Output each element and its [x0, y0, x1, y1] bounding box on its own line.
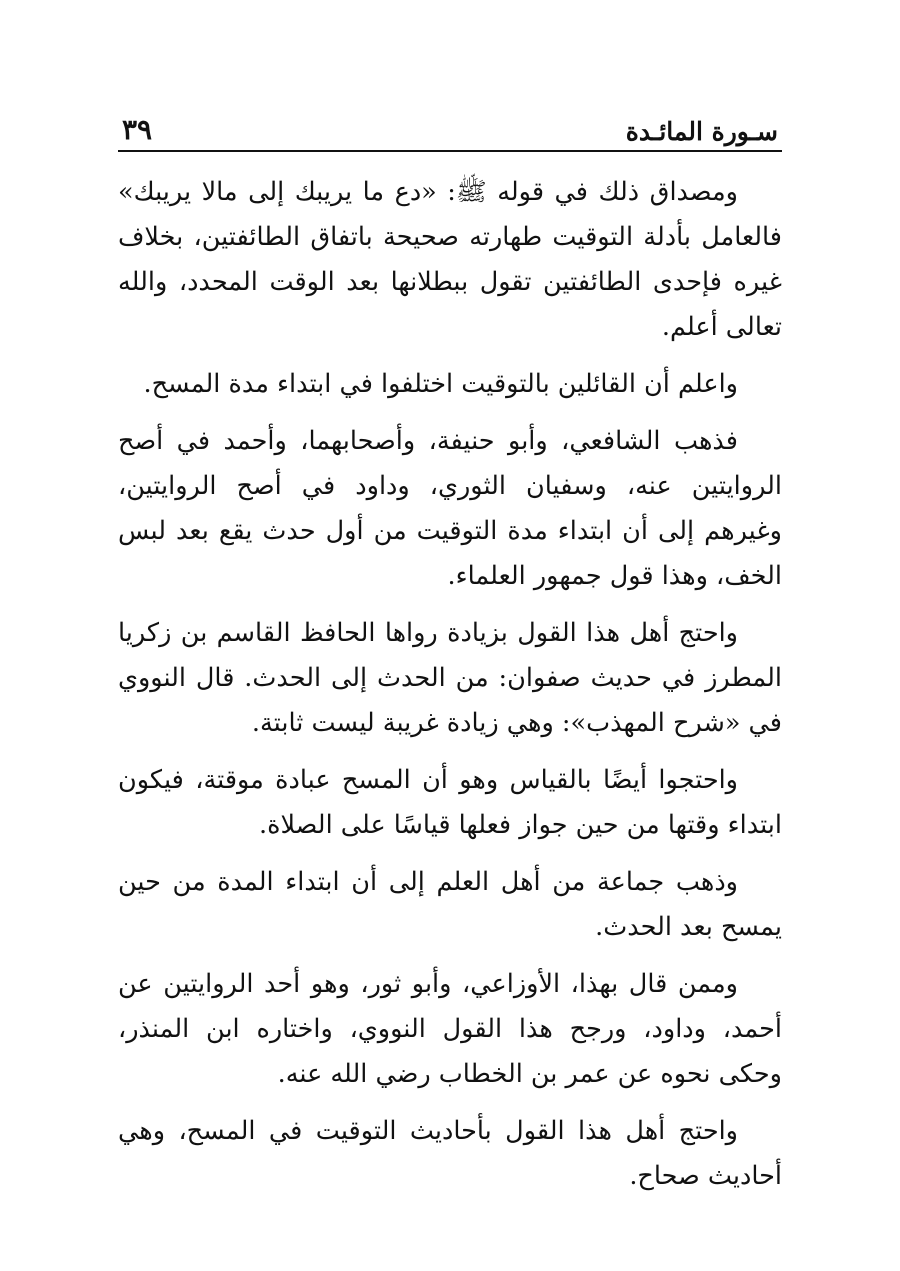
- paragraph: واعلم أن القائلين بالتوقيت اختلفوا في ابتداء مدة المسح.: [143, 369, 738, 399]
- paragraph: فذهب الشافعي، وأبو حنيفة، وأصحابهما، وأحمد في أصح الروايتين عنه، وسفيان الثوري، وداود في أصح الروايتين، وغيرهم إلى أن ابتداء مدة التوقيت من أول حدث يقع بعد لبس الخف، وهذا قول جمهور العلماء.: [118, 426, 782, 591]
- paragraph: ومصداق ذلك في قوله ﷺ: «دع ما يريبك إلى مالا يريبك» فالعامل بأدلة التوقيت طهارته صحيحة باتفاق الطائفتين، بخلاف غيره فإحدى الطائفتين تقول ببطلانها بعد الوقت المحدد، والله تعالى أعلم.: [118, 177, 782, 342]
- paragraph: واحتجوا أيضًا بالقياس وهو أن المسح عبادة موقتة، فيكون ابتداء وقتها من حين جواز فعلها قياسًا على الصلاة.: [118, 765, 782, 840]
- chapter-title: سـورة المائـدة: [625, 117, 778, 146]
- paragraph: واحتج أهل هذا القول بزيادة رواها الحافظ القاسم بن زكريا المطرز في حديث صفوان: من الحدث إلى الحدث. قال النووي في «شرح المهذب»: وهي زيادة غريبة ليست ثابتة.: [118, 618, 782, 738]
- paragraph: واحتج أهل هذا القول بأحاديث التوقيت في المسح، وهي أحاديث صحاح.: [118, 1116, 782, 1191]
- page-number: ٣٩: [122, 113, 153, 146]
- paragraph: وممن قال بهذا، الأوزاعي، وأبو ثور، وهو أحد الروايتين عن أحمد، وداود، ورجح هذا القول النووي، واختاره ابن المنذر، وحكى نحوه عن عمر بن الخطاب رضي الله عنه.: [118, 969, 782, 1089]
- paragraph: وذهب جماعة من أهل العلم إلى أن ابتداء المدة من حين يمسح بعد الحدث.: [118, 867, 782, 942]
- page-header: [118, 100, 782, 152]
- page-body: [118, 152, 782, 1199]
